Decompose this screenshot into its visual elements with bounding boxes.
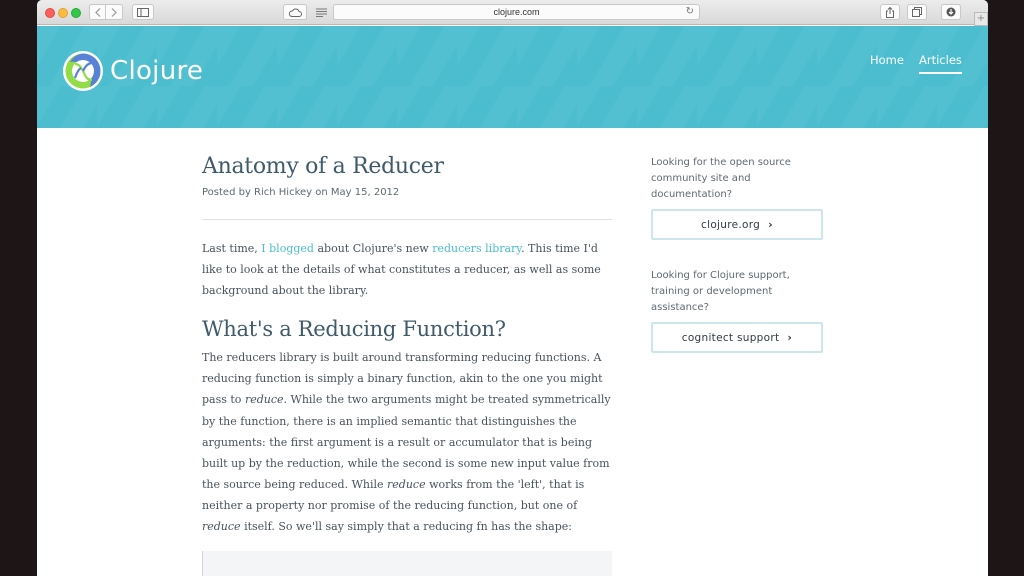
share-icon xyxy=(885,7,895,18)
download-icon xyxy=(946,7,956,17)
article-byline: Posted by Rich Hickey on May 15, 2012 xyxy=(202,187,400,198)
nav-home-link[interactable]: Home xyxy=(870,53,904,67)
back-button[interactable] xyxy=(89,4,106,20)
sidebar-icon xyxy=(137,8,149,17)
icloud-tabs-button[interactable] xyxy=(283,4,307,20)
logo-text: Clojure xyxy=(110,56,204,86)
body-text: The reducers library is built around transforming reducing functions. A reducing function is simply a binary function, akin to the one you might pass to xyxy=(202,351,603,407)
tabs-overview-icon xyxy=(912,7,922,17)
reload-icon[interactable]: ↻ xyxy=(685,6,694,17)
close-window-button[interactable] xyxy=(45,8,55,18)
section-heading: What's a Reducing Function? xyxy=(202,317,506,342)
reduce-emphasis: reduce xyxy=(244,393,284,407)
clojure-logo-icon xyxy=(62,50,104,92)
downloads-button[interactable] xyxy=(941,4,961,20)
show-tabs-button[interactable] xyxy=(907,4,927,20)
site-header xyxy=(37,26,988,128)
article xyxy=(202,128,612,576)
reduce-emphasis: reduce xyxy=(202,520,241,534)
address-url: clojure.com xyxy=(493,7,540,17)
chevron-left-icon xyxy=(95,8,101,17)
zoom-window-button[interactable] xyxy=(71,8,81,18)
minimize-window-button[interactable] xyxy=(58,8,68,18)
chevron-right-icon: › xyxy=(768,218,773,231)
reducers-library-link[interactable]: reducers library xyxy=(432,242,522,255)
code-block xyxy=(202,551,612,576)
address-bar[interactable] xyxy=(333,4,700,20)
article-title: Anatomy of a Reducer xyxy=(202,154,444,179)
nav-articles-link[interactable]: Articles xyxy=(919,53,962,74)
reader-icon xyxy=(316,8,327,17)
body-text: . While the two arguments might be treated symmetrically by the function, there is an implied semantic that distinguishes the arguments: the first argument is a result or accumulator that is being built up by the reduction, while the second is some new input value from the source being reduced. While xyxy=(202,393,611,491)
clojure-logo[interactable] xyxy=(62,50,203,92)
intro-text: . This time I'd like to look at the details of what constitutes a reducer, as well as some background about the library. xyxy=(202,242,601,298)
divider xyxy=(202,219,612,220)
cloud-icon xyxy=(288,8,302,17)
intro-text: about Clojure's new xyxy=(313,242,433,255)
reader-button[interactable] xyxy=(312,4,330,20)
share-button[interactable] xyxy=(880,4,900,20)
browser-toolbar xyxy=(37,0,988,25)
community-prompt: Looking for the open source community site and documentation? xyxy=(651,157,791,200)
body-text: itself. So we'll say simply that a reducing fn has the shape: xyxy=(240,520,572,534)
intro-text: Last time, xyxy=(202,242,262,255)
sidebar-toggle-button[interactable] xyxy=(132,4,154,20)
support-prompt: Looking for Clojure support, training or development assistance? xyxy=(651,270,790,313)
body-text: works from the 'left', that is neither a property nor promise of the reducing function, but one of xyxy=(202,477,585,512)
blogged-link[interactable]: I blogged xyxy=(261,242,314,255)
clojure-org-button[interactable] xyxy=(651,209,823,240)
reduce-emphasis: reduce xyxy=(387,477,426,491)
forward-button[interactable] xyxy=(106,4,123,20)
chevron-right-icon: › xyxy=(787,331,793,344)
browser-window xyxy=(37,0,988,576)
body-paragraph xyxy=(202,347,612,537)
clojure-org-button-label: clojure.org xyxy=(701,218,761,231)
cognitect-support-button[interactable] xyxy=(651,322,823,353)
chevron-right-icon xyxy=(111,8,117,17)
intro-paragraph xyxy=(202,238,612,301)
cognitect-support-button-label: cognitect support xyxy=(681,331,780,344)
sidebar xyxy=(651,128,823,353)
new-tab-button[interactable]: + xyxy=(974,12,988,26)
